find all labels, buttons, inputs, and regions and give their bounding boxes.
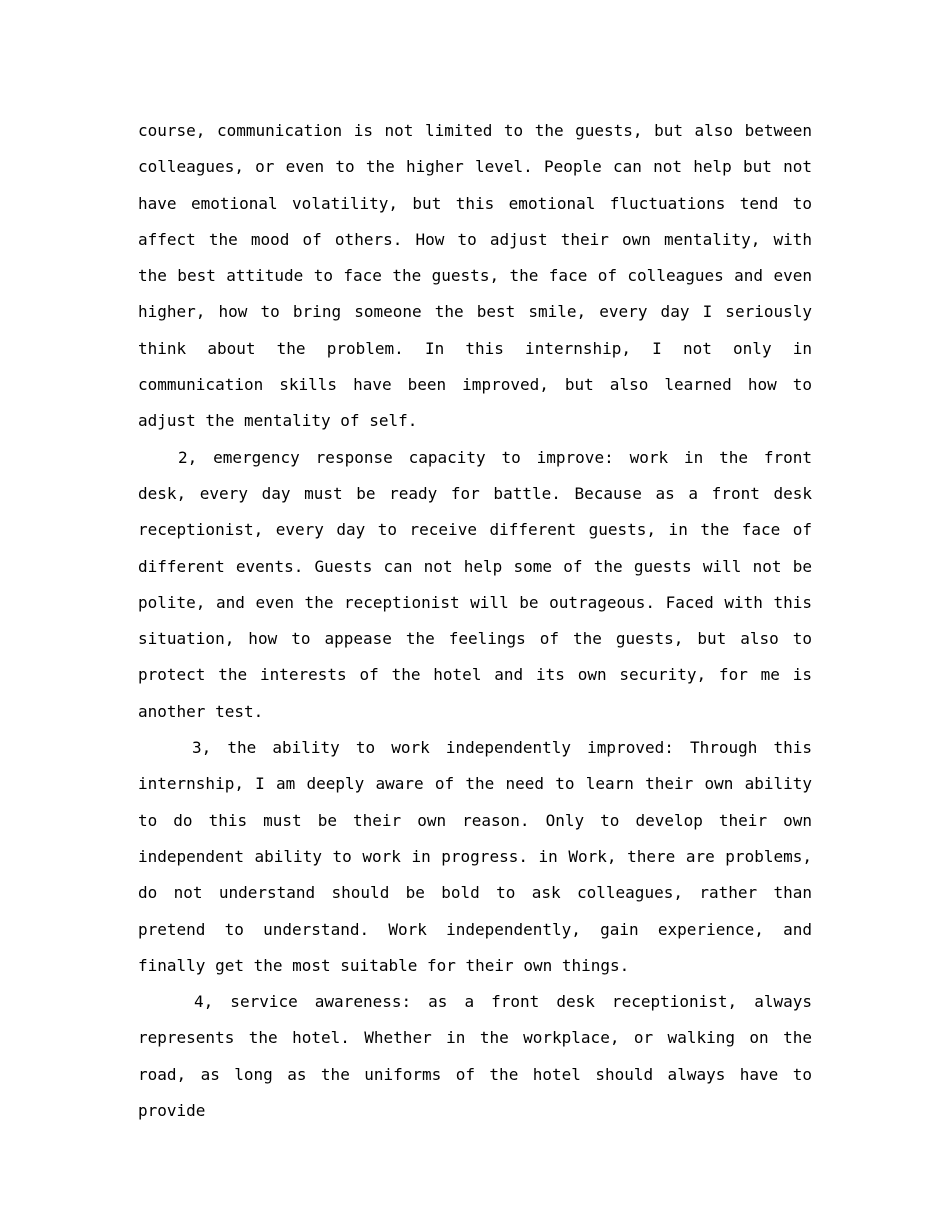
paragraph-independent-work: 3, the ability to work independently improved: Through this internship, I am deeply aware of the need to learn their own ability to do this must be their own reason. Only to develop their own independent ability to work in progress. in Work, there are problems, do not understand should be bold to ask colleagues, rather than pretend to understand. Work independently, gain experience, and finally get the most suitable for their own things. <box>138 738 812 975</box>
paragraph-service-awareness: 4, service awareness: as a front desk receptionist, always represents the hotel. Whether in the workplace, or walking on the road, as long as the uniforms of the hotel should always have to provide <box>138 992 812 1121</box>
paragraph-emergency-response: 2, emergency response capacity to improve: work in the front desk, every day must be ready for battle. Because as a front desk receptionist, every day to receive different guests, in the face of different events. Guests can not help some of the guests will not be polite, and even the receptionist will be outrageous. Faced with this situation, how to appease the feelings of the guests, but also to protect the interests of the hotel and its own security, for me is another test. <box>138 447 812 721</box>
body-text <box>138 113 812 1129</box>
paragraph-communication-continuation: course, communication is not limited to the guests, but also between colleagues, or even to the higher level. People can not help but not have emotional volatility, but this emotional fluctuations tend to affect the mood of others. How to adjust their own mentality, with the best attitude to face the guests, the face of colleagues and even higher, how to bring someone the best smile, every day I seriously think about the problem. In this internship, I not only in communication skills have been improved, but also learned how to adjust the mentality of self. <box>138 121 812 431</box>
